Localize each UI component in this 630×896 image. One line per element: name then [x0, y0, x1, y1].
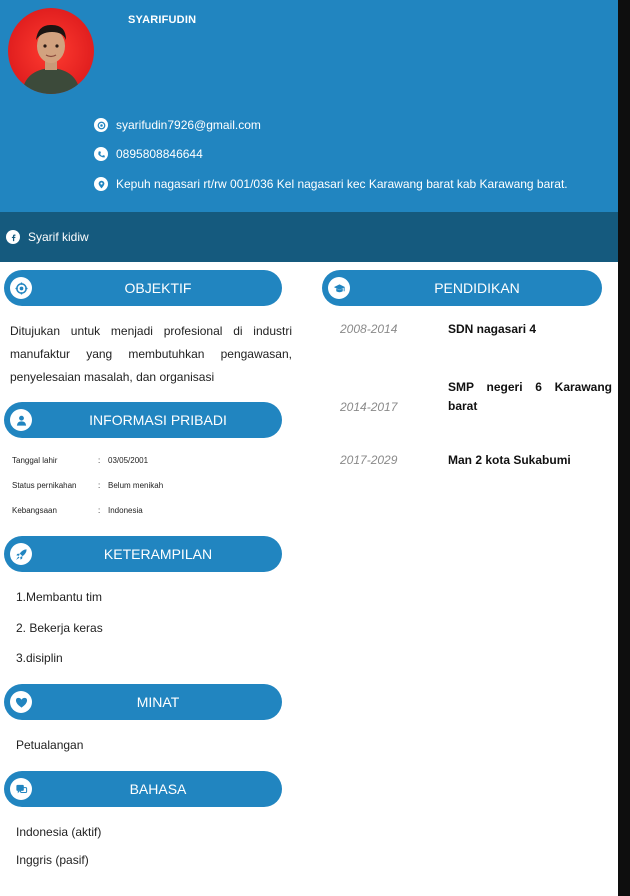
- contact-address: [94, 177, 568, 191]
- map-pin-icon: [94, 177, 108, 191]
- section-header-objektif: [4, 270, 282, 306]
- section-title: MINAT: [136, 694, 180, 710]
- info-label: Tanggal lahir: [12, 456, 58, 465]
- email-text: syarifudin7926@gmail.com: [116, 118, 261, 132]
- section-header-informasi: [4, 402, 282, 438]
- info-value: Indonesia: [108, 506, 143, 515]
- education-school: Man 2 kota Sukabumi: [448, 453, 571, 467]
- graduation-cap-icon: [328, 277, 350, 299]
- info-row: [12, 506, 143, 515]
- info-separator: :: [98, 506, 101, 515]
- skill-item: 1.Membantu tim: [16, 590, 103, 604]
- info-separator: :: [98, 456, 101, 465]
- section-header-keterampilan: [4, 536, 282, 572]
- address-text: Kepuh nagasari rt/rw 001/036 Kel nagasari kec Karawang barat kab Karawang barat.: [116, 177, 568, 191]
- objective-text: Ditujukan untuk menjadi profesional di industri manufaktur yang membutuhkan pengawasan, penyelesaian masalah, dan organisasi: [10, 324, 292, 384]
- phone-icon: [94, 147, 108, 161]
- section-title: PENDIDIKAN: [434, 280, 520, 296]
- info-row: [12, 456, 148, 465]
- facebook-name: Syarif kidiw: [28, 230, 89, 244]
- phone-text: 0895808846644: [116, 147, 203, 161]
- info-row: [12, 481, 163, 490]
- education-years: 2014-2017: [340, 400, 398, 414]
- screen-edge: [618, 0, 630, 896]
- section-title: KETERAMPILAN: [103, 546, 213, 562]
- language-item: Inggris (pasif): [16, 853, 89, 867]
- chat-icon: [10, 778, 32, 800]
- avatar: [8, 8, 94, 94]
- info-label: Status pernikahan: [12, 481, 77, 490]
- info-label: Kebangsaan: [12, 506, 57, 515]
- at-icon: [94, 118, 108, 132]
- section-header-bahasa: [4, 771, 282, 807]
- contact-email[interactable]: [94, 118, 261, 132]
- section-title: BAHASA: [129, 781, 187, 797]
- section-title: OBJEKTIF: [124, 280, 192, 296]
- section-header-pendidikan: [322, 270, 602, 306]
- contact-phone[interactable]: [94, 147, 203, 161]
- user-icon: [10, 409, 32, 431]
- target-icon: [10, 277, 32, 299]
- skill-item: 2. Bekerja keras: [16, 621, 103, 635]
- info-value: Belum menikah: [108, 481, 164, 490]
- education-school-cont: barat: [448, 399, 478, 413]
- info-value: 03/05/2001: [108, 456, 149, 465]
- education-years: 2017-2029: [340, 453, 398, 467]
- interest-item: Petualangan: [16, 738, 84, 752]
- section-header-minat: [4, 684, 282, 720]
- profile-photo: [8, 8, 94, 94]
- heart-icon: [10, 691, 32, 713]
- profile-name: SYARIFUDIN: [128, 14, 197, 26]
- language-item: Indonesia (aktif): [16, 825, 102, 839]
- education-years: 2008-2014: [340, 322, 398, 336]
- info-separator: :: [98, 481, 101, 490]
- skill-item: 3.disiplin: [16, 651, 63, 665]
- education-school: SMP negeri 6 Karawang: [448, 380, 612, 394]
- social-band[interactable]: [0, 212, 618, 262]
- facebook-icon: [6, 230, 20, 244]
- resume-header: [0, 0, 618, 212]
- section-title: INFORMASI PRIBADI: [89, 412, 227, 428]
- rocket-icon: [10, 543, 32, 565]
- education-school: SDN nagasari 4: [448, 322, 537, 336]
